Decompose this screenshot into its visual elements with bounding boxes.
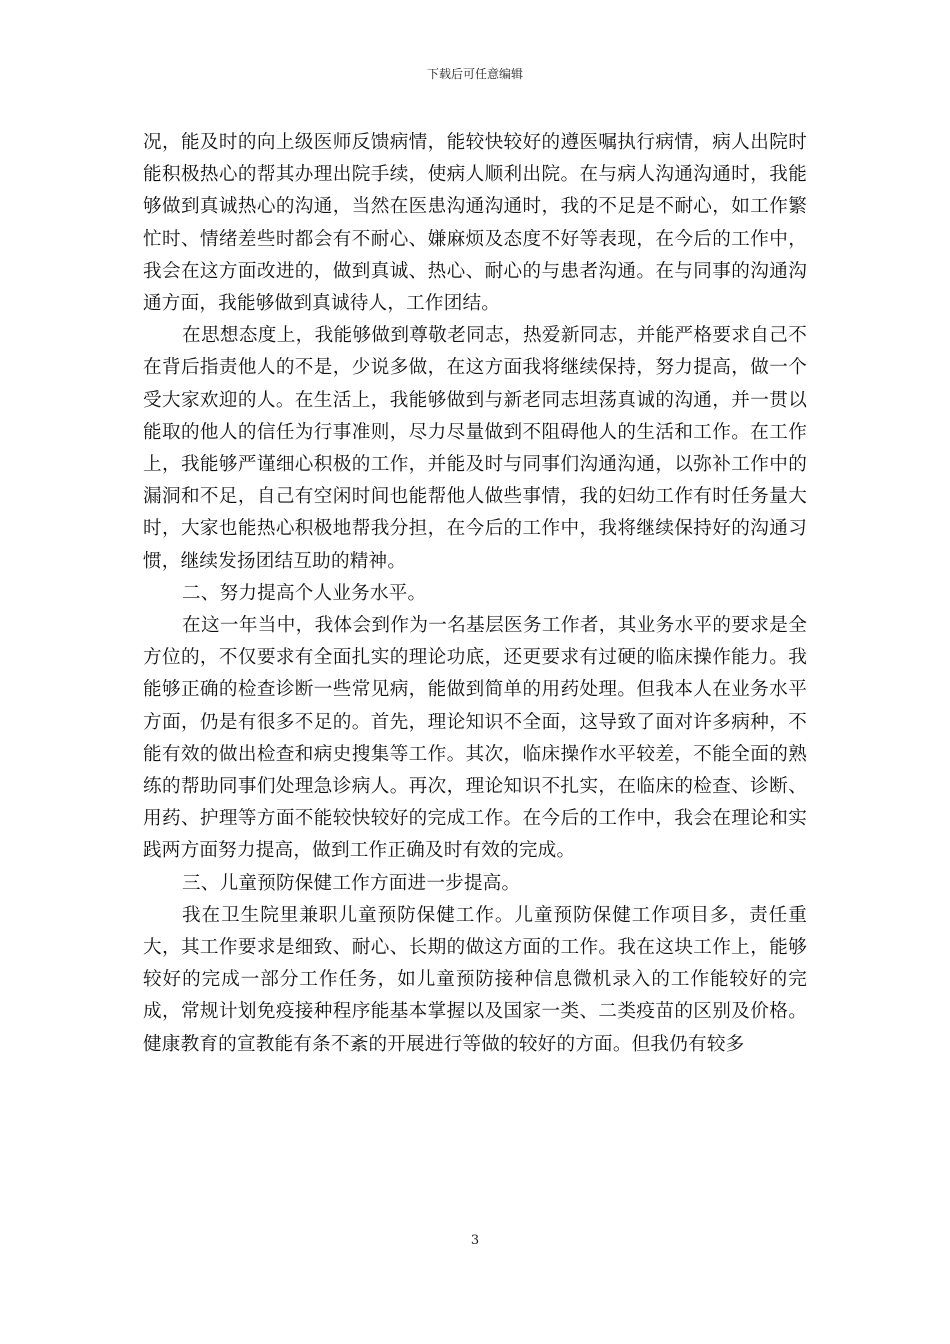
paragraph-4: 我在卫生院里兼职儿童预防保健工作。儿童预防保健工作项目多，责任重大，其工作要求是细致、耐心、长期的做这方面的工作。我在这块工作上，能够较好的完成一部分工作任务，如儿童预防接种信息微机录入的工作能较好的完成，常规计划免疫接种程序能基本掌握以及国家一类、二类疫苗的区别及价格。健康教育的宣教能有条不紊的开展进行等做的较好的方面。但我仍有较多 <box>143 904 807 1055</box>
section-heading-3: 三、儿童预防保健工作方面进一步提高。 <box>182 872 521 894</box>
paragraph-3: 在这一年当中，我体会到作为一名基层医务工作者，其业务水平的要求是全方位的，不仅要求有全面扎实的理论功底，还更要求有过硬的临床操作能力。我能够正确的检查诊断一些常见病，能做到简单的用药处理。但我本人在业务水平方面，仍是有很多不足的。首先，理论知识不全面，这导致了面对许多病种，不能有效的做出检查和病史搜集等工作。其次，临床操作水平较差，不能全面的熟练的帮助同事们处理急诊病人。再次，理论知识不扎实，在临床的检查、诊断、用药、护理等方面不能较快较好的完成工作。在今后的工作中，我会在理论和实践两方面努力提高，做到工作正确及时有效的完成。 <box>143 615 807 862</box>
page-number: 3 <box>470 1233 480 1248</box>
page-header: 下载后可任意编辑 <box>426 67 523 81</box>
document-body <box>143 127 807 1061</box>
section-heading-2: 二、努力提高个人业务水平。 <box>182 582 427 604</box>
paragraph-2: 在思想态度上，我能够做到尊敬老同志，热爱新同志，并能严格要求自己不在背后指责他人的不是，少说多做，在这方面我将继续保持，努力提高，做一个受大家欢迎的人。在生活上，我能够做到与新老同志坦荡真诚的沟通，并一贯以能取的他人的信任为行事准则，尽力尽量做到不阻碍他人的生活和工作。在工作上，我能够严谨细心积极的工作，并能及时与同事们沟通沟通，以弥补工作中的漏洞和不足，自己有空闲时间也能帮他人做些事情，我的妇幼工作有时任务量大时，大家也能热心积极地帮我分担，在今后的工作中，我将继续保持好的沟通习惯，继续发扬团结互助的精神。 <box>143 325 807 572</box>
paragraph-1: 况，能及时的向上级医师反馈病情，能较快较好的遵医嘱执行病情，病人出院时能积极热心的帮其办理出院手续，使病人顺利出院。在与病人沟通沟通时，我能够做到真诚热心的沟通，当然在医患沟通沟通时，我的不足是不耐心，如工作繁忙时、情绪差些时都会有不耐心、嫌麻烦及态度不好等表现，在今后的工作中，我会在这方面改进的，做到真诚、热心、耐心的与患者沟通。在与同事的沟通沟通方面，我能够做到真诚待人，工作团结。 <box>143 132 807 315</box>
